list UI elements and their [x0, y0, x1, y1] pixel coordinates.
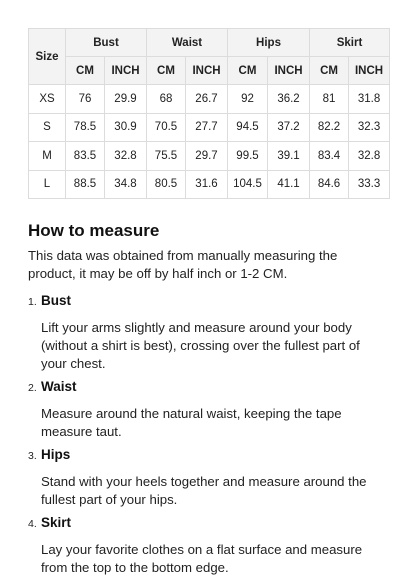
- step-description: Measure around the natural waist, keeping the tape measure taut.: [41, 406, 342, 439]
- group-header-bust: Bust: [66, 29, 147, 57]
- step-number: 3.: [28, 450, 37, 462]
- table-cell: 75.5: [147, 142, 186, 171]
- group-header-hips: Hips: [228, 29, 310, 57]
- intro-text: This data was obtained from manually measuring the product, it may be off by half inch or 1-2 CM.: [28, 248, 338, 281]
- step-heading: [28, 447, 388, 467]
- size-chart-table: [28, 28, 390, 199]
- step-title: Bust: [41, 293, 71, 308]
- table-cell: 33.3: [349, 170, 390, 199]
- unit-header: CM: [310, 57, 349, 85]
- table-cell: 31.6: [186, 170, 228, 199]
- table-cell: 76: [66, 85, 105, 114]
- list-item: [28, 447, 388, 509]
- table-cell: 27.7: [186, 113, 228, 142]
- table-header-groups: [29, 29, 390, 57]
- table-cell: 81: [310, 85, 349, 114]
- section-title: How to measure: [28, 221, 160, 240]
- table-cell: 34.8: [105, 170, 147, 199]
- how-to-measure-section: [28, 221, 388, 577]
- size-header: Size: [29, 29, 66, 85]
- table-cell: 29.9: [105, 85, 147, 114]
- list-item: [28, 293, 388, 373]
- step-title: Skirt: [41, 515, 72, 530]
- table-row: [29, 85, 390, 114]
- group-header-skirt: Skirt: [310, 29, 390, 57]
- group-header-waist: Waist: [147, 29, 228, 57]
- table-cell: 30.9: [105, 113, 147, 142]
- table-cell: 78.5: [66, 113, 105, 142]
- table-cell: 84.6: [310, 170, 349, 199]
- unit-header: INCH: [186, 57, 228, 85]
- unit-header: CM: [147, 57, 186, 85]
- step-heading: [28, 293, 388, 313]
- table-cell: 83.4: [310, 142, 349, 171]
- list-item: [28, 515, 388, 577]
- step-title: Hips: [41, 447, 71, 462]
- table-cell: 104.5: [228, 170, 268, 199]
- step-description: Lay your favorite clothes on a flat surface and measure from the top to the bottom edge.: [41, 542, 363, 575]
- table-cell: 80.5: [147, 170, 186, 199]
- table-cell: 26.7: [186, 85, 228, 114]
- table-cell: 29.7: [186, 142, 228, 171]
- table-cell: 82.2: [310, 113, 349, 142]
- step-heading: [28, 515, 388, 535]
- table-row: [29, 170, 390, 199]
- table-cell: 70.5: [147, 113, 186, 142]
- step-number: 4.: [28, 518, 37, 530]
- unit-header: INCH: [105, 57, 147, 85]
- list-item: [28, 379, 388, 441]
- step-number: 1.: [28, 296, 37, 308]
- step-title: Waist: [41, 379, 77, 394]
- size-label: L: [29, 170, 66, 199]
- unit-header: CM: [66, 57, 105, 85]
- unit-header: CM: [228, 57, 268, 85]
- table-cell: 92: [228, 85, 268, 114]
- table-cell: 99.5: [228, 142, 268, 171]
- measure-steps-list: [28, 293, 388, 577]
- unit-header: INCH: [268, 57, 310, 85]
- table-cell: 32.8: [349, 142, 390, 171]
- table-header-units: [29, 57, 390, 85]
- table-row: [29, 113, 390, 142]
- table-cell: 37.2: [268, 113, 310, 142]
- table-cell: 39.1: [268, 142, 310, 171]
- step-description: Stand with your heels together and measure around the fullest part of your hips.: [41, 474, 367, 507]
- table-row: [29, 142, 390, 171]
- table-cell: 83.5: [66, 142, 105, 171]
- size-label: S: [29, 113, 66, 142]
- table-cell: 94.5: [228, 113, 268, 142]
- table-cell: 88.5: [66, 170, 105, 199]
- size-label: XS: [29, 85, 66, 114]
- table-cell: 32.8: [105, 142, 147, 171]
- table-cell: 31.8: [349, 85, 390, 114]
- size-label: M: [29, 142, 66, 171]
- table-cell: 32.3: [349, 113, 390, 142]
- step-description: Lift your arms slightly and measure around your body (without a shirt is best), crossing over the fullest part of your chest.: [41, 320, 360, 371]
- table-cell: 36.2: [268, 85, 310, 114]
- table-cell: 68: [147, 85, 186, 114]
- step-heading: [28, 379, 388, 399]
- unit-header: INCH: [349, 57, 390, 85]
- table-cell: 41.1: [268, 170, 310, 199]
- step-number: 2.: [28, 382, 37, 394]
